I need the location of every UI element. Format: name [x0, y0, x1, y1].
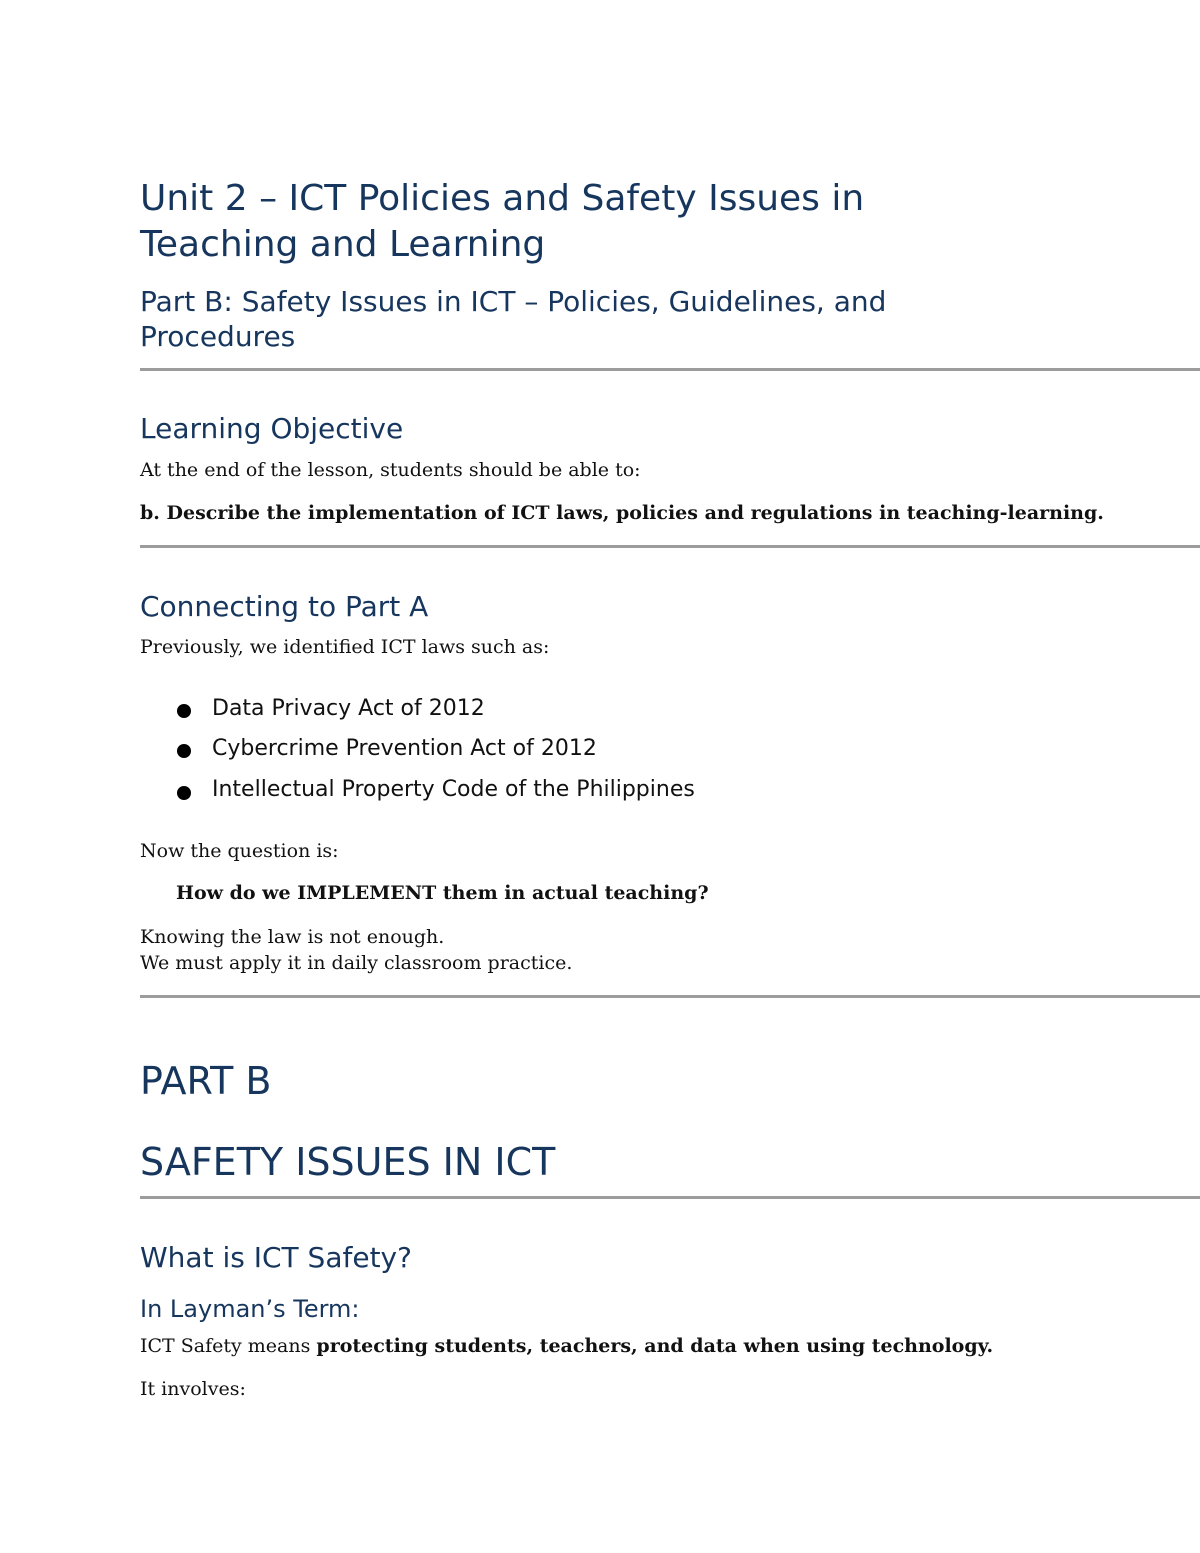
connecting-intro: Previously, we identified ICT laws such as: [140, 636, 550, 658]
connecting-heading: Connecting to Part A [140, 590, 429, 623]
ict-safety-heading: What is ICT Safety? [140, 1241, 412, 1274]
law-item-text: Data Privacy Act of 2012 [212, 696, 485, 721]
question-intro: Now the question is: [140, 840, 339, 862]
note-line-1: Knowing the law is not enough. [140, 926, 445, 948]
document-title-line-1: Unit 2 – ICT Policies and Safety Issues in [140, 178, 865, 219]
learning-objective-heading: Learning Objective [140, 412, 404, 445]
law-item-text: Cybercrime Prevention Act of 2012 [212, 736, 597, 761]
part-b-label: PART B [140, 1059, 272, 1103]
laymans-term-heading: In Layman’s Term: [140, 1295, 360, 1323]
involves-intro: It involves: [140, 1378, 246, 1400]
document-subtitle-line-1: Part B: Safety Issues in ICT – Policies, Guidelines, and [140, 285, 887, 318]
implementation-question: How do we IMPLEMENT them in actual teaching? [176, 882, 709, 904]
objective-item: b. Describe the implementation of ICT laws, policies and regulations in teaching-learning. [140, 502, 1104, 524]
document-title-line-2: Teaching and Learning [140, 224, 546, 265]
definition-prefix: ICT Safety means [140, 1335, 317, 1357]
ict-safety-definition [140, 1333, 993, 1359]
divider [140, 368, 1200, 371]
bullet-icon [177, 744, 191, 758]
part-b-title: SAFETY ISSUES IN ICT [140, 1140, 556, 1184]
divider [140, 995, 1200, 998]
definition-emphasis: protecting students, teachers, and data when using technology. [316, 1335, 994, 1357]
law-item-text: Intellectual Property Code of the Philippines [212, 777, 695, 802]
bullet-icon [177, 704, 191, 718]
note-line-2: We must apply it in daily classroom practice. [140, 952, 573, 974]
document-subtitle-line-2: Procedures [140, 320, 296, 353]
objective-intro: At the end of the lesson, students should be able to: [140, 459, 641, 481]
bullet-icon [177, 786, 191, 800]
divider [140, 545, 1200, 548]
divider [140, 1196, 1200, 1199]
